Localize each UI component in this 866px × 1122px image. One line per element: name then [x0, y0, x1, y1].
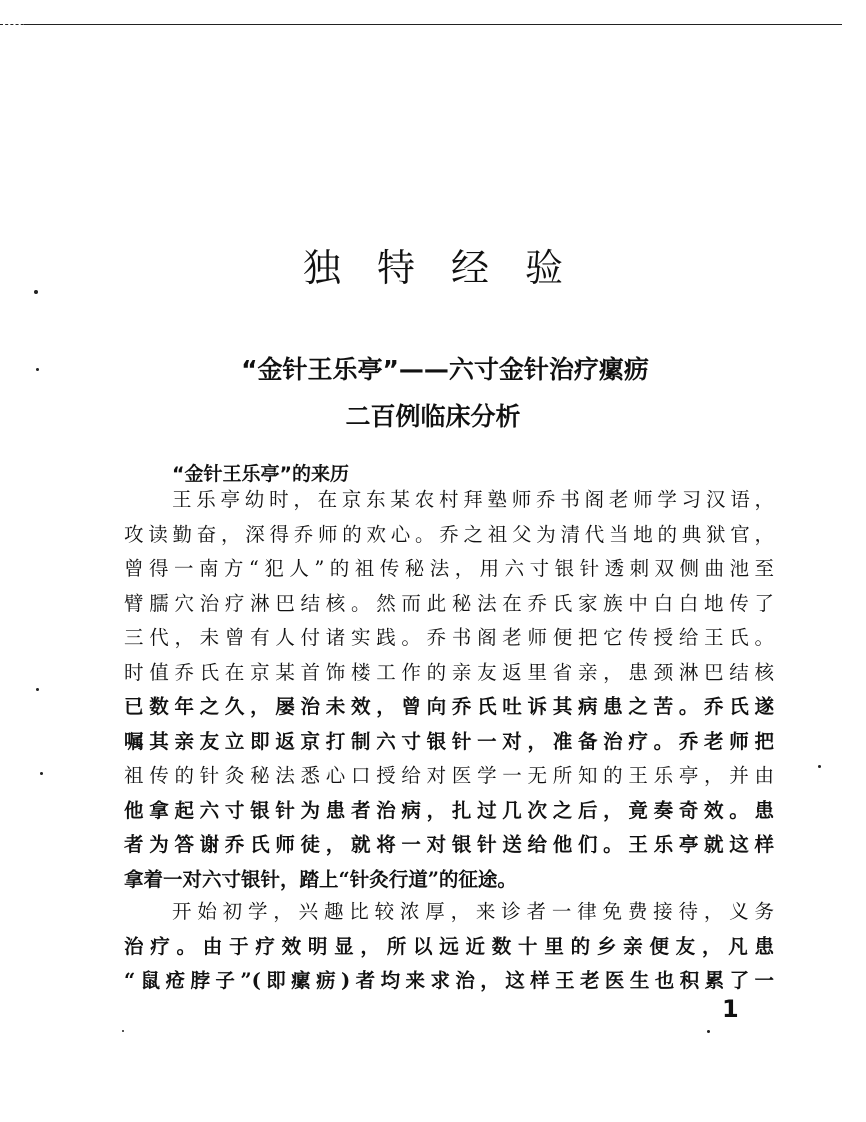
text-line: 曾得一南方“犯人”的祖传秘法，用六寸银针透刺双侧曲池至 — [124, 557, 774, 580]
article-title-line-2: 二百例临床分析 — [345, 402, 521, 431]
top-border-line — [24, 24, 842, 25]
scan-speck — [36, 368, 39, 371]
text-line: 治疗。由于疗效明显，所以远近数十里的乡亲便友，凡患 — [124, 934, 774, 958]
section-heading: “金针王乐亭”的来历 — [172, 463, 349, 485]
scan-speck — [818, 765, 821, 768]
text-line: “鼠疮脖子”(即瘰疬)者均来求治，这样王老医生也积累了一 — [124, 969, 774, 992]
scan-speck — [34, 290, 38, 294]
paragraph-1 — [124, 483, 774, 897]
text-line: 三代，未曾有人付诸实践。乔书阁老师便把它传授给王氏。 — [124, 626, 774, 649]
text-line: 臂臑穴治疗淋巴结核。然而此秘法在乔氏家族中白白地传了 — [124, 591, 774, 615]
text-line: 王乐亭幼时，在京东某农村拜塾师乔书阁老师学习汉语， — [172, 488, 774, 511]
page-number: 1 — [722, 995, 739, 1023]
text-line: 嘱其亲友立即返京打制六寸银针一对，准备治疗。乔老师把 — [124, 729, 774, 753]
text-line: 拿着一对六寸银针，踏上“针灸行道”的征途。 — [124, 867, 517, 891]
text-line: 者为答谢乔氏师徒，就将一对银针送给他们。王乐亭就这样 — [124, 833, 774, 856]
scan-speck — [40, 772, 43, 775]
text-line: 已数年之久，屡治未效，曾向乔氏吐诉其病患之苦。乔氏遂 — [124, 695, 774, 718]
text-line: 开始初学，兴趣比较浓厚，来诊者一律免费接待，义务 — [172, 900, 774, 923]
scan-speck — [707, 1030, 710, 1033]
scan-speck — [122, 1030, 124, 1032]
text-line: 时值乔氏在京某首饰楼工作的亲友返里省亲，患颈淋巴结核 — [124, 660, 774, 684]
scan-speck — [36, 688, 39, 691]
text-line: 他拿起六寸银针为患者治病，扎过几次之后，竟奏奇效。患 — [124, 798, 774, 822]
text-line: 祖传的针灸秘法悉心口授给对医学一无所知的王乐亭，并由 — [124, 764, 774, 787]
article-title-line-1: “金针王乐亭”——六寸金针治疗瘰疬 — [241, 355, 649, 384]
chapter-title: 独特经验 — [302, 246, 599, 290]
paragraph-2 — [124, 895, 774, 999]
text-line: 攻读勤奋，深得乔师的欢心。乔之祖父为清代当地的典狱官， — [124, 522, 774, 546]
